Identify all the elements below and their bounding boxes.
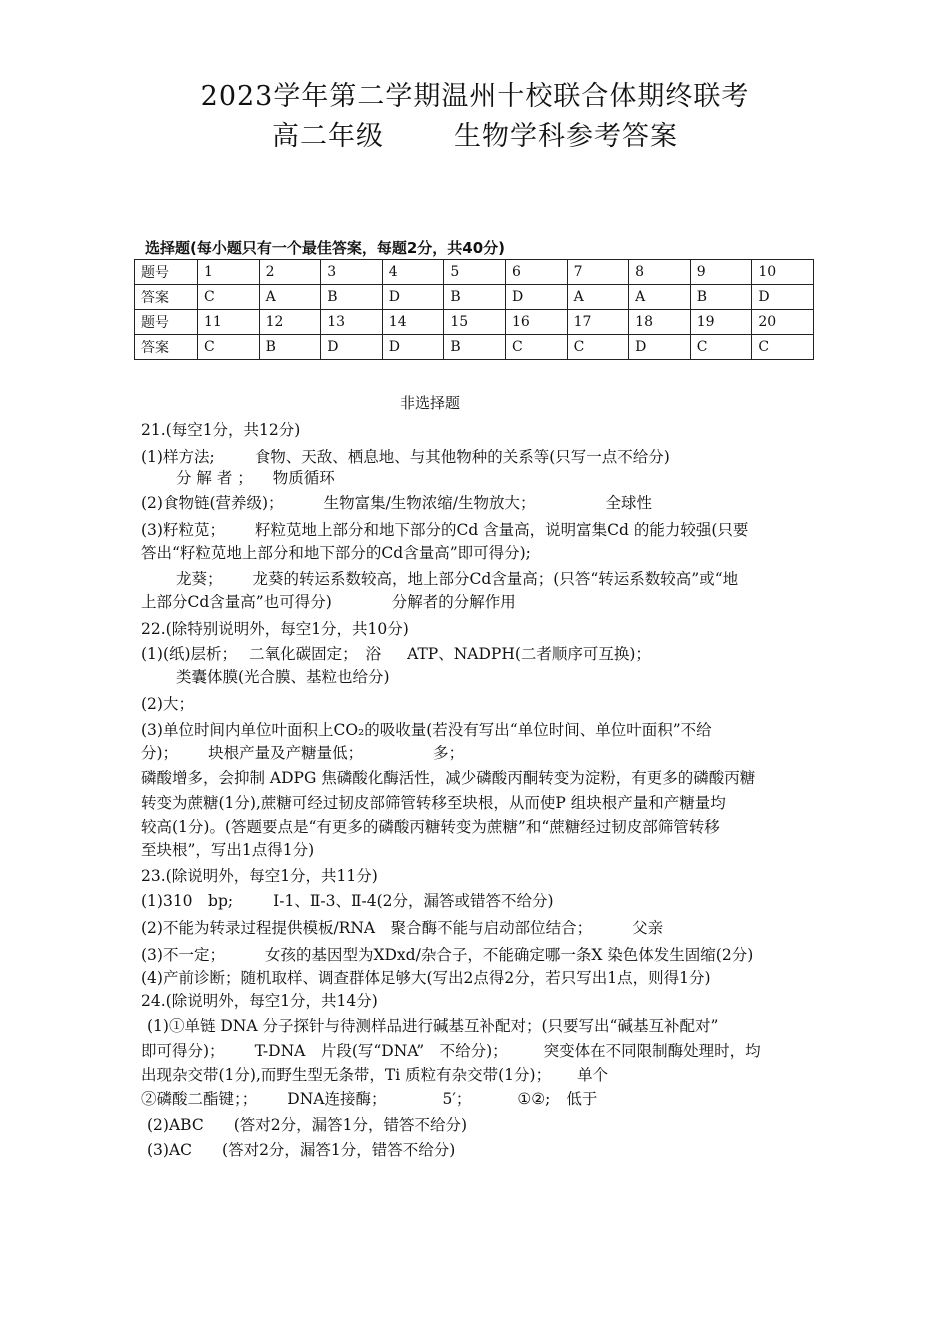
table-cell: D xyxy=(629,335,691,360)
table-cell: D xyxy=(752,285,814,310)
answer-text: 生物富集/生物浓缩/生物放大； xyxy=(323,494,536,512)
answer-text: I-1、Ⅱ-3、Ⅱ-4(2分，漏答或错答不给分) xyxy=(273,892,554,910)
table-cell: 2 xyxy=(259,260,321,285)
table-cell: C xyxy=(505,335,567,360)
answer-text: 龙葵； xyxy=(176,570,223,588)
multiple-choice-heading: 选择题(每小题只有一个最佳答案，每题2分，共40分) xyxy=(145,239,506,257)
answer-text: 分解者的分解作用 xyxy=(391,593,516,611)
answer-text: 女孩的基因型为XDxd/杂合子，不能确定哪一条X 染色体发生固缩(2分) xyxy=(264,946,754,964)
q22-line: (2)大； xyxy=(141,695,194,713)
table-cell: C xyxy=(690,335,752,360)
answer-text: (2)ABC xyxy=(147,1116,204,1134)
table-row xyxy=(135,260,814,285)
q21-line xyxy=(141,518,748,540)
table-row xyxy=(135,310,814,335)
answer-text: 浴 xyxy=(365,645,382,663)
q24-line: (1)①单链 DNA 分子探针与待测样品进行碱基互补配对；(只要写出“碱基互补配对” xyxy=(147,1017,719,1035)
q22-line: 转变为蔗糖(1分),蔗糖可经过韧皮部筛管转移至块根，从而使P 组块根产量和产糖量均 xyxy=(141,794,726,812)
table-cell: 14 xyxy=(382,310,444,335)
q22-line: 至块根”，写出1点得1分) xyxy=(141,841,315,859)
q23-line xyxy=(141,889,554,911)
table-cell: 5 xyxy=(444,260,506,285)
q22-header: 22.(除特别说明外，每空1分，共10分) xyxy=(141,620,409,638)
table-cell: 4 xyxy=(382,260,444,285)
answer-text: ATP、NADPH(二者顺序可互换)； xyxy=(407,645,651,663)
table-cell: B xyxy=(321,285,383,310)
answer-text: DNA连接酶； xyxy=(287,1090,387,1108)
table-cell: 20 xyxy=(752,310,814,335)
table-cell: 10 xyxy=(752,260,814,285)
table-cell: C xyxy=(567,335,629,360)
q21-line xyxy=(141,445,670,467)
table-cell: C xyxy=(198,335,260,360)
answer-text: (3)不一定； xyxy=(141,946,225,964)
q22-line: 类囊体膜(光合膜、基粒也给分) xyxy=(176,668,390,686)
table-cell: D xyxy=(321,335,383,360)
q22-line: 较高(1分)。(答题要点是“有更多的磷酸丙糖转变为蔗糖”和“蔗糖经过韧皮部筛管转移 xyxy=(141,818,720,836)
q24-header: 24.(除说明外，每空1分，共14分) xyxy=(141,992,378,1010)
table-cell: 7 xyxy=(567,260,629,285)
answer-text: 分 解 者 ； xyxy=(176,469,253,487)
answer-text: ②磷酸二酯键；； xyxy=(141,1090,258,1108)
table-cell: 19 xyxy=(690,310,752,335)
document-title: 2023学年第二学期温州十校联合体期终联考 xyxy=(200,81,750,112)
table-cell: B xyxy=(690,285,752,310)
answer-text: 5′； xyxy=(442,1090,472,1108)
q24-line xyxy=(141,1039,761,1061)
row-label: 题号 xyxy=(135,260,198,285)
table-cell: B xyxy=(444,335,506,360)
table-cell: 17 xyxy=(567,310,629,335)
answer-text: 突变体在不同限制酶处理时，均 xyxy=(543,1042,761,1060)
table-cell: B xyxy=(259,335,321,360)
table-cell: 9 xyxy=(690,260,752,285)
q22-line xyxy=(141,741,464,763)
answer-text: 父亲 xyxy=(632,919,664,937)
table-cell: B xyxy=(444,285,506,310)
answer-text: 食物、天敌、栖息地、与其他物种的关系等(只写一点不给分) xyxy=(254,448,670,466)
answer-text: (2)不能为转录过程提供模板/RNA 聚合酶不能与启动部位结合； xyxy=(141,919,593,937)
table-cell: 13 xyxy=(321,310,383,335)
table-cell: 11 xyxy=(198,310,260,335)
table-cell: 3 xyxy=(321,260,383,285)
q24-line xyxy=(147,1113,467,1135)
q23-line: (4)产前诊断；随机取样、调查群体足够大(写出2点得2分，若只写出1点，则得1分) xyxy=(141,969,711,987)
table-cell: D xyxy=(382,285,444,310)
answer-text: 籽粒苋地上部分和地下部分的Cd 含量高，说明富集Cd 的能力较强(只要 xyxy=(254,521,749,539)
answer-text: (3)籽粒苋； xyxy=(141,521,225,539)
answer-text: 即可得分)； xyxy=(141,1042,225,1060)
table-cell: C xyxy=(198,285,260,310)
answer-text: T-DNA 片段(写“DNA” 不给分)； xyxy=(254,1042,508,1060)
answer-text: 单个 xyxy=(577,1066,609,1084)
table-cell: 8 xyxy=(629,260,691,285)
table-cell: A xyxy=(567,285,629,310)
answer-text: (3)AC xyxy=(147,1141,193,1159)
table-cell: 6 xyxy=(505,260,567,285)
q24-line xyxy=(141,1063,608,1085)
q22-line xyxy=(141,642,651,664)
table-cell: C xyxy=(752,335,814,360)
q23-line xyxy=(141,943,753,965)
answer-text: 低于 xyxy=(566,1090,598,1108)
q21-line xyxy=(141,491,652,513)
q22-line: 磷酸增多，会抑制 ADPG 焦磷酸化酶活性，减少磷酸丙酮转变为淀粉，有更多的磷酸丙糖 xyxy=(141,769,756,787)
q24-line xyxy=(147,1138,455,1160)
q21-line xyxy=(176,466,335,488)
table-cell: 15 xyxy=(444,310,506,335)
answer-text: (1)样方法; xyxy=(141,448,215,466)
q21-header: 21.(每空1分，共12分) xyxy=(141,421,301,439)
q21-line xyxy=(141,590,516,612)
answer-text: 分)； xyxy=(141,744,179,762)
q23-header: 23.(除说明外，每空1分，共11分) xyxy=(141,867,378,885)
answer-text: (2)食物链(营养级)； xyxy=(141,494,284,512)
q21-line: 答出“籽粒苋地上部分和地下部分的Cd含量高”即可得分); xyxy=(141,544,531,562)
answer-text: 上部分Cd含量高”也可得分) xyxy=(141,593,332,611)
document-subtitle xyxy=(0,114,950,153)
table-cell: D xyxy=(505,285,567,310)
table-cell: D xyxy=(382,335,444,360)
table-row xyxy=(135,285,814,310)
q24-line xyxy=(141,1087,597,1109)
grade-label: 高二年级 xyxy=(272,121,384,152)
answer-text: (答对2分，漏答1分，错答不给分) xyxy=(233,1116,468,1134)
q22-line: (3)单位时间内单位叶面积上CO₂的吸收量(若没有写出“单位时间、单位叶面积”不给 xyxy=(141,721,712,739)
answer-text: (1)(纸)层析； xyxy=(141,645,238,663)
answer-text: 多； xyxy=(433,744,465,762)
row-label: 题号 xyxy=(135,310,198,335)
answer-text: 全球性 xyxy=(605,494,653,512)
row-label: 答案 xyxy=(135,285,198,310)
table-cell: 18 xyxy=(629,310,691,335)
answer-text: 出现杂交带(1分),而野生型无条带，Ti 质粒有杂交带(1分)； xyxy=(141,1066,552,1084)
answer-table xyxy=(134,259,814,360)
table-cell: 12 xyxy=(259,310,321,335)
table-cell: A xyxy=(259,285,321,310)
answer-text: (1)310 bp; xyxy=(141,892,234,910)
section-heading-non-choice: 非选择题 xyxy=(399,394,460,412)
q21-line xyxy=(176,567,738,589)
table-cell: 1 xyxy=(198,260,260,285)
answer-text: ①②; xyxy=(517,1090,551,1108)
table-cell: A xyxy=(629,285,691,310)
answer-text: (答对2分，漏答1分，错答不给分) xyxy=(222,1141,456,1159)
table-row xyxy=(135,335,814,360)
q23-line xyxy=(141,916,663,938)
row-label: 答案 xyxy=(135,335,198,360)
answer-text: 龙葵的转运系数较高，地上部分Cd含量高；(只答“转运系数较高”或“地 xyxy=(252,570,739,588)
answer-text: 块根产量及产糖量低； xyxy=(208,744,364,762)
answer-text: 物质循环 xyxy=(272,469,335,487)
answer-text: 二氧化碳固定； xyxy=(249,645,358,663)
table-cell: 16 xyxy=(505,310,567,335)
subject-label: 生物学科参考答案 xyxy=(454,121,678,152)
